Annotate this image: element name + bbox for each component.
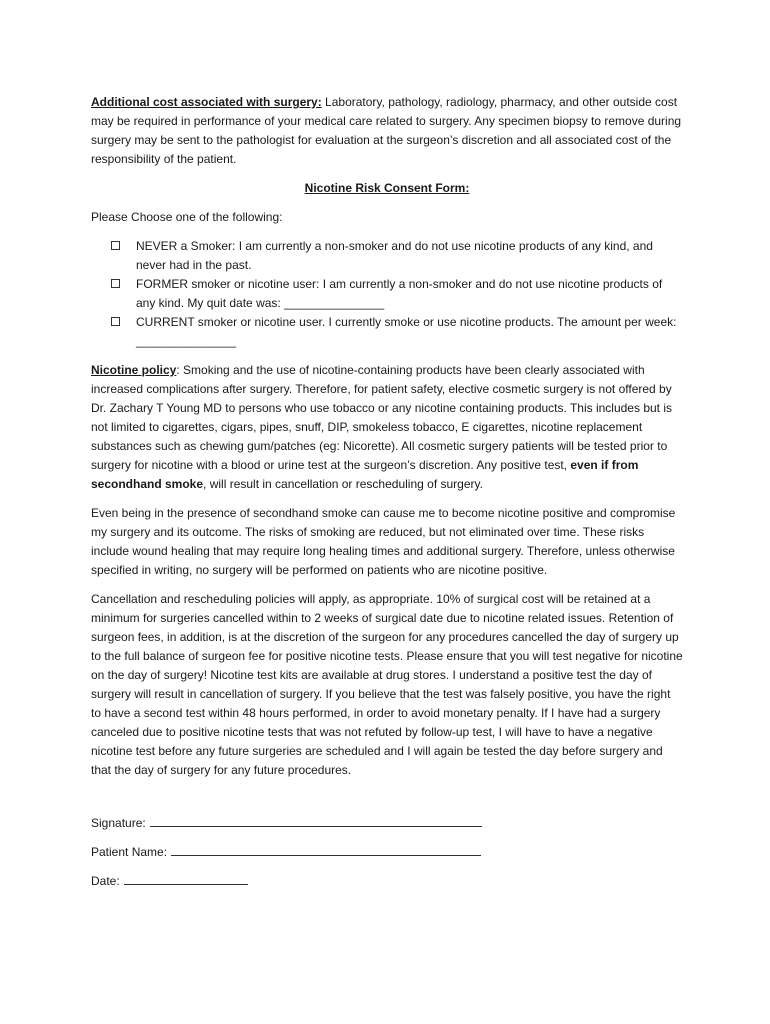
document-page <box>91 93 683 901</box>
checkbox-former-smoker[interactable] <box>111 279 120 288</box>
signature-block <box>91 814 683 891</box>
option-current-smoker <box>91 313 683 351</box>
option-never-smoker <box>91 237 683 275</box>
date-field[interactable] <box>124 872 248 885</box>
nicotine-policy-text-end: , will result in cancellation or rescheduling of surgery. <box>203 477 483 491</box>
option-current-smoker-label: CURRENT smoker or nicotine user. I currently smoke or use nicotine products. The amount per week: _______________ <box>136 315 677 348</box>
date-row <box>91 872 683 891</box>
date-label: Date: <box>91 874 120 888</box>
option-former-smoker-label: FORMER smoker or nicotine user: I am currently a non-smoker and do not use nicotine products of any kind. My quit date was: _______________ <box>136 277 663 310</box>
choose-prompt: Please Choose one of the following: <box>91 210 283 224</box>
additional-cost-heading: Additional cost associated with surgery: <box>91 95 322 109</box>
nicotine-policy-heading: Nicotine policy <box>91 363 177 377</box>
secondhand-smoke-paragraph: Even being in the presence of secondhand smoke can cause me to become nicotine positive and compromise my surgery and its outcome. The risks of smoking are reduced, but not eliminated over time. These risks include wound healing that may require long healing times and additional surgery. Therefore, unless otherwise specified in writing, no surgery will be performed on patients who are nicotine positive. <box>91 506 676 577</box>
signature-field[interactable] <box>150 814 482 827</box>
signature-row <box>91 814 683 833</box>
form-title: Nicotine Risk Consent Form: <box>304 181 470 195</box>
option-never-smoker-label: NEVER a Smoker: I am currently a non-smoker and do not use nicotine products of any kind, and never had in the past. <box>136 239 653 272</box>
patient-name-row <box>91 843 683 862</box>
nicotine-policy-paragraph <box>91 361 683 494</box>
smoker-status-options <box>91 237 683 351</box>
cancellation-paragraph: Cancellation and rescheduling policies will apply, as appropriate. 10% of surgical cost will be retained at a minimum for surgeries cancelled within to 2 weeks of surgical date due to nicotine related issues. Retention of surgeon fees, in addition, is at the discretion of the surgeon for any procedures cancelled the day of surgery up to the full balance of surgeon fee for positive nicotine tests. Please ensure that you will test negative for nicotine on the day of surgery! Nicotine test kits are available at drug stores. I understand a positive test the day of surgery will result in cancellation of surgery. If you believe that the test was falsely positive, you have the right to have a second test within 48 hours performed, in order to avoid monetary penalty. If I have had a surgery canceled due to positive nicotine tests that was not refuted by follow-up test, I will have to have a negative nicotine test before any future surgeries are scheduled and I will again be tested the day before surgery and that the day of surgery for any future procedures. <box>91 592 683 777</box>
additional-cost-paragraph <box>91 93 683 169</box>
signature-label: Signature: <box>91 816 146 830</box>
patient-name-field[interactable] <box>171 843 481 856</box>
nicotine-policy-bold: even if from secondhand smoke <box>91 458 639 491</box>
additional-cost-text: Laboratory, pathology, radiology, pharmacy, and other outside cost may be required in performance of your medical care related to surgery. Any specimen biopsy to remove during surgery may be sent to the pathologist for evaluation at the surgeon’s discretion and all associated cost of the responsibility of the patient. <box>91 95 682 166</box>
nicotine-policy-text: : Smoking and the use of nicotine-containing products have been clearly associated with increased complications after surgery. Therefore, for patient safety, elective cosmetic surgery is not offered by Dr. Zachary T Young MD to persons who use tobacco or any nicotine containing products. This includes but is not limited to cigarettes, cigars, pipes, snuff, DIP, smokeless tobacco, E cigarettes, nicotine replacement substances such as chewing gum/patches (eg: Nicorette). All cosmetic surgery patients will be tested prior to surgery for nicotine with a blood or urine test at the surgeon’s discretion. Any positive test, <box>91 363 672 472</box>
patient-name-label: Patient Name: <box>91 845 168 859</box>
checkbox-current-smoker[interactable] <box>111 317 120 326</box>
checkbox-never-smoker[interactable] <box>111 241 120 250</box>
option-former-smoker <box>91 275 683 313</box>
